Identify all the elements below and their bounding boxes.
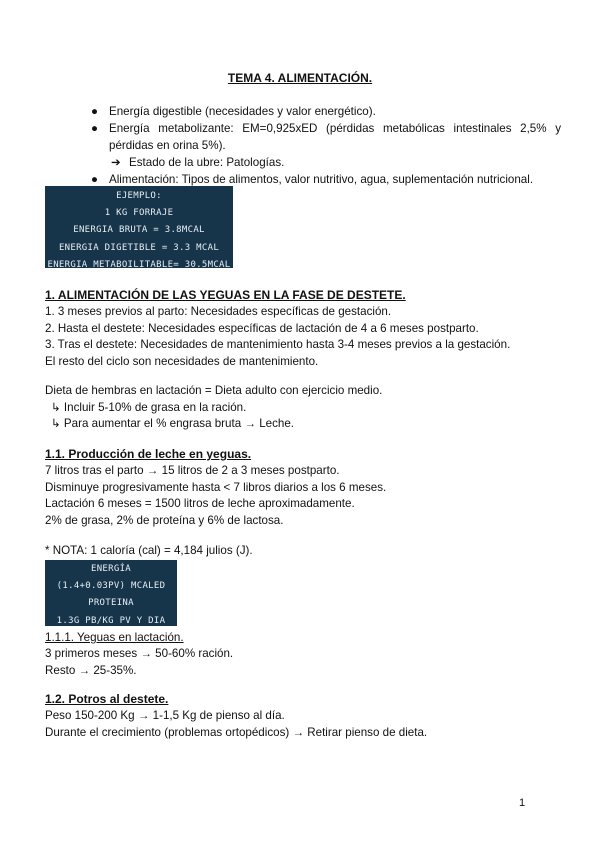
section-1: [45, 287, 565, 370]
bullet-dot-icon: ●: [91, 173, 99, 186]
requirements-box: [45, 560, 177, 626]
bullet-text: Estado de la ubre: Patologías.: [129, 156, 285, 169]
bullet-item: [91, 120, 561, 154]
section-heading: 1.2. Potros al destete.: [45, 692, 169, 706]
text-line: 3 primeros meses → 50-60% ración.: [45, 647, 234, 660]
arrow-right-icon: ➔: [111, 156, 121, 169]
bullet-item: [91, 103, 561, 120]
example-box-line: 1 KG FORRAJE: [104, 208, 174, 219]
diet-block: [45, 383, 565, 433]
example-box-line: ENERGIA METABOILITABLE= 30.5MCAL: [47, 259, 231, 268]
text-line: Dieta de hembras en lactación = Dieta adulto con ejercicio medio.: [45, 384, 383, 397]
bullet-text: Energía digestible (necesidades y valor energético).: [109, 105, 376, 118]
bullet-subitem: [91, 154, 561, 171]
intro-bullet-list: [91, 103, 561, 188]
requirements-box-line: 1.3G PB/KG PV Y DIA: [56, 615, 166, 626]
page-number: 1: [519, 797, 526, 809]
example-box-line: EJEMPLO:: [116, 191, 162, 201]
text-line: Disminuye progresivamente hasta < 7 libros diarios a los 6 meses.: [45, 480, 387, 494]
note-text: * NOTA: 1 caloría (cal) = 4,184 julios (J).: [45, 544, 253, 557]
text-line: Durante el crecimiento (problemas ortopédicos) → Retirar pienso de dieta.: [45, 725, 428, 739]
bullet-text: Energía metabolizante: EM=0,925xED (pérdidas metabólicas intestinales 2,5% y pérdidas en orina 5%).: [109, 122, 561, 152]
example-box-line: ENERGIA BRUTA = 3.8MCAL: [73, 225, 205, 236]
page-title: TEMA 4. ALIMENTACIÓN.: [227, 71, 373, 85]
text-line: 2. Hasta el destete: Necesidades específicas de lactación de 4 a 6 meses postparto.: [45, 321, 479, 335]
text-line: El resto del ciclo son necesidades de mantenimiento.: [45, 354, 319, 368]
text-line: 1. 3 meses previos al parto: Necesidades específicas de gestación.: [45, 305, 392, 318]
example-box: [45, 186, 233, 268]
requirements-box-line: (1.4+0.03PV) MCALED: [56, 581, 166, 592]
bullet-dot-icon: ●: [91, 105, 99, 118]
example-box-line: ENERGIA DIGETIBLE = 3.3 MCAL: [58, 242, 220, 253]
text-line: 2% de grasa, 2% de proteína y 6% de lactosa.: [45, 513, 284, 527]
text-line: 3. Tras el destete: Necesidades de mantenimiento hasta 3-4 meses previos a la gestación.: [45, 338, 511, 352]
text-line: Lactación 6 meses = 1500 litros de leche aproximadamente.: [45, 497, 355, 511]
section-1-2: [45, 691, 565, 741]
text-line: 7 litros tras el parto → 15 litros de 2 a 3 meses postparto.: [45, 464, 340, 477]
note-block: [45, 543, 565, 560]
requirements-box-line: ENERGÍA: [90, 564, 132, 574]
requirements-box-line: PROTEINA: [88, 598, 134, 609]
text-line: Resto → 25-35%.: [45, 663, 137, 677]
section-1-1: [45, 446, 565, 529]
bullet-text: Alimentación: Tipos de alimentos, valor nutritivo, agua, suplementación nutricional.: [109, 173, 534, 186]
text-line: ↳ Incluir 5-10% de grasa en la ración.: [51, 400, 247, 414]
section-1-1-1: [45, 629, 565, 679]
section-heading: 1.1.1. Yeguas en lactación.: [45, 631, 184, 644]
section-heading: 1.1. Producción de leche en yeguas.: [45, 447, 252, 461]
text-line: Peso 150-200 Kg → 1-1,5 Kg de pienso al día.: [45, 709, 285, 722]
text-line: ↳ Para aumentar el % engrasa bruta → Leche.: [51, 417, 295, 431]
bullet-dot-icon: ●: [91, 122, 99, 135]
section-heading: 1. ALIMENTACIÓN DE LAS YEGUAS EN LA FASE DE DESTETE.: [45, 288, 406, 302]
